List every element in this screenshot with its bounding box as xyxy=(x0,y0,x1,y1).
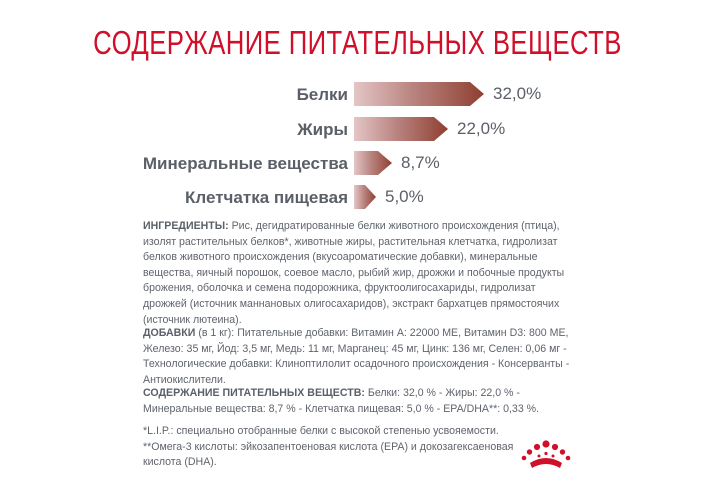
ingredients-heading: ИНГРЕДИЕНТЫ: xyxy=(143,220,229,232)
nutrient-row xyxy=(0,82,715,110)
additives-line: Питательные добавки: Витамин А: 22000 МЕ, Витамин D3: 800 МЕ, xyxy=(234,327,569,339)
nutrient-row xyxy=(0,117,715,145)
nutrient-label: Минеральные вещества xyxy=(142,154,348,173)
ingredients-line: (источник лютеина). xyxy=(143,313,242,326)
ingredients-section xyxy=(143,219,583,328)
nutrient-bar-shape xyxy=(354,82,484,106)
nutrient-label: Клетчатка пищевая xyxy=(185,188,348,207)
analysis-line: Белки: 32,0 % - Жиры: 22,0 % - xyxy=(364,387,520,399)
additives-line: Антиокислители. xyxy=(143,373,226,386)
additives-unit-note: (в 1 кг): xyxy=(195,327,235,339)
nutrient-value: 5,0% xyxy=(385,187,424,206)
royal-canin-crown-logo-icon xyxy=(519,438,573,474)
nutrient-label: Белки xyxy=(296,85,348,104)
nutrient-bar xyxy=(354,117,448,141)
nutrient-value: 8,7% xyxy=(401,153,440,172)
footnote-line: кислота (DHA). xyxy=(143,456,217,469)
ingredients-line: дрожжей (источник маннановых олигосахаридов), экстракт бархатцев прямостоячих xyxy=(143,297,560,310)
analysis-heading: СОДЕРЖАНИЕ ПИТАТЕЛЬНЫХ ВЕЩЕСТВ: xyxy=(143,387,365,399)
nutrient-bar-shape xyxy=(354,151,392,175)
analysis-section xyxy=(143,386,583,417)
nutrient-value: 22,0% xyxy=(457,119,506,138)
footnote-line: **Омега-3 кислоты: эйкозапентоеновая кислота (EPA) и докозагексаеновая xyxy=(143,440,514,453)
nutrient-label: Жиры xyxy=(297,120,348,139)
ingredients-line: брожения, оболочка и семена подорожника, фруктоолигосахариды, гидролизат xyxy=(143,282,536,295)
footnotes-section xyxy=(143,424,583,471)
additives-heading: ДОБАВКИ xyxy=(143,327,196,339)
nutrient-value: 32,0% xyxy=(493,84,542,103)
nutrient-bar-shape xyxy=(354,185,376,209)
nutrient-bar xyxy=(354,82,484,106)
page-title: СОДЕРЖАНИЕ ПИТАТЕЛЬНЫХ ВЕЩЕСТВ xyxy=(93,24,622,61)
nutrient-bar xyxy=(354,185,376,209)
additives-line: Технологические добавки: Клиноптилолит осадочного происхождения - Консерванты - xyxy=(143,358,570,371)
analysis-line: Минеральные вещества: 8,7 % - Клетчатка пищевая: 5,0 % - EPA/DHA**: 0,33 %. xyxy=(143,402,540,415)
ingredients-line: вещества, яичный порошок, соевое масло, рыбий жир, дрожжи и побочные продукты xyxy=(143,266,565,279)
footnote-line: *L.I.P.: специально отобранные белки с высокой степенью усвояемости. xyxy=(143,425,499,437)
nutrient-chart xyxy=(0,0,715,210)
nutrient-row xyxy=(0,185,715,213)
nutrient-row xyxy=(0,151,715,179)
additives-section xyxy=(143,326,583,388)
additives-line: Железо: 35 мг, Йод: 3,5 мг, Медь: 11 мг, Марганец: 45 мг, Цинк: 136 мг, Селен: 0,06 мг - xyxy=(143,342,567,355)
ingredients-line: изолят растительных белков*, животные жиры, растительная клетчатка, гидролизат xyxy=(143,235,558,248)
nutrient-bar-shape xyxy=(354,117,448,141)
nutrient-bar xyxy=(354,151,392,175)
ingredients-line: Рис, дегидратированные белки животного происхождения (птица), xyxy=(231,220,560,232)
ingredients-line: белков животного происхождения (вкусоароматические добавки), минеральные xyxy=(143,251,538,264)
